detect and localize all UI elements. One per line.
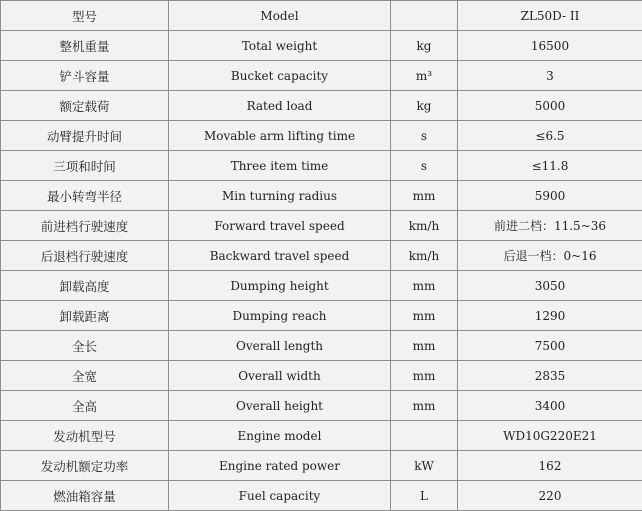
param-name-cn: 最小转弯半径 (1, 181, 169, 211)
param-name-en: Movable arm lifting time (169, 121, 391, 151)
param-name-cn: 整机重量 (1, 31, 169, 61)
param-unit: km/h (391, 211, 458, 241)
param-unit: mm (391, 181, 458, 211)
param-value: 前进二档：11.5~36 (458, 211, 642, 241)
table-row (1, 91, 642, 121)
table-row (1, 181, 642, 211)
param-unit: kg (391, 91, 458, 121)
param-unit: mm (391, 361, 458, 391)
param-name-cn: 全宽 (1, 361, 169, 391)
param-name-en: Engine rated power (169, 451, 391, 481)
param-name-cn: 型号 (1, 1, 169, 31)
param-value: 220 (458, 481, 642, 511)
param-name-en: Dumping height (169, 271, 391, 301)
param-value: 5000 (458, 91, 642, 121)
param-value: ≤11.8 (458, 151, 642, 181)
param-name-en: Three item time (169, 151, 391, 181)
param-name-cn: 卸载距离 (1, 301, 169, 331)
param-unit (391, 421, 458, 451)
param-unit: km/h (391, 241, 458, 271)
table-row (1, 331, 642, 361)
param-value: 162 (458, 451, 642, 481)
param-value: ZL50D- II (458, 1, 642, 31)
param-value: 1290 (458, 301, 642, 331)
param-unit (391, 1, 458, 31)
param-name-en: Rated load (169, 91, 391, 121)
param-name-en: Overall height (169, 391, 391, 421)
param-name-cn: 额定载荷 (1, 91, 169, 121)
param-name-en: Total weight (169, 31, 391, 61)
param-value: 2835 (458, 361, 642, 391)
param-name-cn: 发动机额定功率 (1, 451, 169, 481)
param-name-en: Backward travel speed (169, 241, 391, 271)
param-name-en: Overall width (169, 361, 391, 391)
param-name-cn: 发动机型号 (1, 421, 169, 451)
param-unit: kW (391, 451, 458, 481)
param-name-cn: 前进档行驶速度 (1, 211, 169, 241)
param-value: 后退一档：0~16 (458, 241, 642, 271)
table-row (1, 271, 642, 301)
table-row (1, 61, 642, 91)
param-unit: mm (391, 271, 458, 301)
param-name-en: Overall length (169, 331, 391, 361)
table-row (1, 241, 642, 271)
param-unit: mm (391, 331, 458, 361)
param-unit: s (391, 121, 458, 151)
table-row (1, 421, 642, 451)
param-unit: s (391, 151, 458, 181)
param-name-en: Engine model (169, 421, 391, 451)
param-unit: kg (391, 31, 458, 61)
table-row (1, 1, 642, 31)
param-name-cn: 卸载高度 (1, 271, 169, 301)
table-row (1, 391, 642, 421)
param-name-cn: 全长 (1, 331, 169, 361)
param-value: 7500 (458, 331, 642, 361)
param-unit: m³ (391, 61, 458, 91)
table-row (1, 301, 642, 331)
table-row (1, 361, 642, 391)
param-name-en: Model (169, 1, 391, 31)
param-unit: mm (391, 301, 458, 331)
param-value: 3400 (458, 391, 642, 421)
param-name-cn: 动臂提升时间 (1, 121, 169, 151)
param-value: 3050 (458, 271, 642, 301)
param-name-en: Forward travel speed (169, 211, 391, 241)
param-value: 3 (458, 61, 642, 91)
param-value: 16500 (458, 31, 642, 61)
table-row (1, 211, 642, 241)
table-row (1, 451, 642, 481)
table-row (1, 151, 642, 181)
table-row (1, 31, 642, 61)
param-name-en: Bucket capacity (169, 61, 391, 91)
table-row (1, 121, 642, 151)
param-name-cn: 全高 (1, 391, 169, 421)
param-name-cn: 燃油箱容量 (1, 481, 169, 511)
param-value: 5900 (458, 181, 642, 211)
param-unit: mm (391, 391, 458, 421)
param-name-cn: 三项和时间 (1, 151, 169, 181)
param-name-en: Min turning radius (169, 181, 391, 211)
param-unit: L (391, 481, 458, 511)
table-row (1, 481, 642, 511)
param-name-en: Dumping reach (169, 301, 391, 331)
param-name-cn: 铲斗容量 (1, 61, 169, 91)
param-value: WD10G220E21 (458, 421, 642, 451)
param-name-en: Fuel capacity (169, 481, 391, 511)
param-name-cn: 后退档行驶速度 (1, 241, 169, 271)
param-value: ≤6.5 (458, 121, 642, 151)
